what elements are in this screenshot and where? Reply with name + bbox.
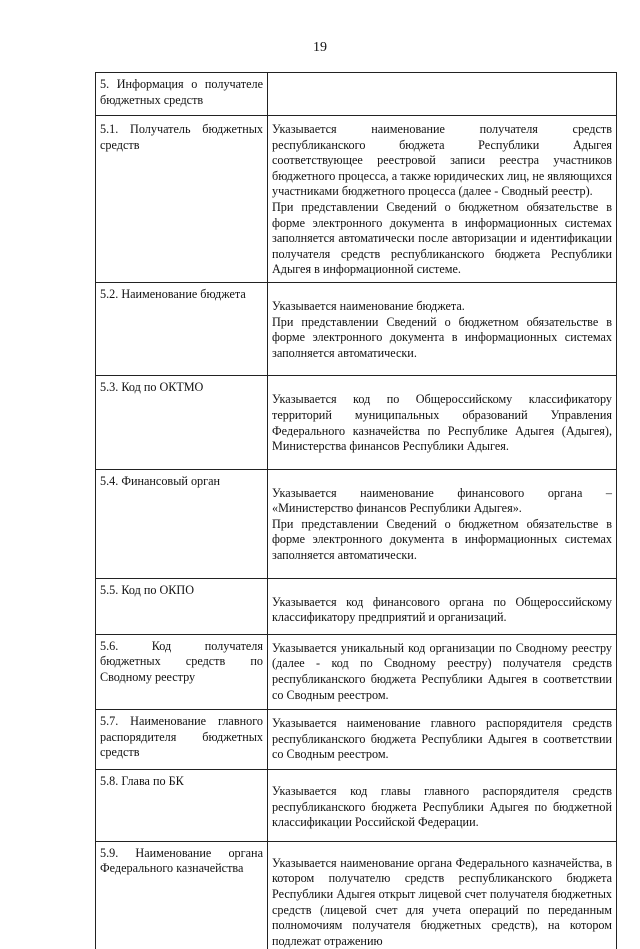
field-description-cell — [268, 770, 617, 842]
description-paragraph: При представлении Сведений о бюджетном обязательстве в форме электронного документа в информационных системах заполняется автоматически после авторизации и идентификации получателя средств республиканского бюджета Республики Адыгея в информационной системе. — [272, 199, 612, 277]
field-description-cell — [268, 469, 617, 578]
instructions-table — [95, 72, 617, 949]
description-paragraph: Указывается наименование главного распорядителя средств республиканского бюджета Республики Адыгея в соответствии со Сводным реестром. — [272, 716, 612, 762]
table-row — [96, 578, 617, 634]
field-label-cell: 5.8. Глава по БК — [96, 770, 268, 842]
description-paragraph: Указывается наименование финансового органа – «Министерство финансов Республики Адыгея». — [272, 485, 612, 516]
description-paragraph: Указывается наименование бюджета. — [272, 298, 465, 313]
description-paragraph: Указывается код по Общероссийскому классификатору территорий муниципальных образований Управления Федерального казначейства по Республике Адыгея (Адыгея), Министерства финансов Республики Адыгея. — [272, 392, 612, 454]
field-description-cell — [268, 710, 617, 770]
field-description-cell — [268, 578, 617, 634]
field-description-cell — [268, 376, 617, 469]
page-number: 19 — [313, 40, 327, 55]
table-row-section-5 — [96, 73, 617, 116]
field-label-cell: 5.3. Код по ОКТМО — [96, 376, 268, 469]
field-label-cell: 5.2. Наименование бюджета — [96, 282, 268, 375]
table-row — [96, 469, 617, 578]
description-paragraph: При представлении Сведений о бюджетном обязательстве в форме электронного документа в информационных системах заполняется автоматически. — [272, 516, 612, 563]
field-label-cell: 5.6. Код получателя бюджетных средств по Сводному реестру — [96, 634, 268, 709]
field-description-cell — [268, 116, 617, 283]
table-row — [96, 634, 617, 709]
section-heading-cell: 5. Информация о получателе бюджетных средств — [96, 73, 268, 116]
field-label-cell: 5.9. Наименование органа Федерального казначейства — [96, 841, 268, 949]
table-row — [96, 376, 617, 469]
description-paragraph: При представлении Сведений о бюджетном обязательстве в форме электронного документа в информационных системах заполняется автоматически. — [272, 314, 612, 360]
table-row — [96, 282, 617, 375]
table-row — [96, 116, 617, 283]
field-label-cell: 5.1. Получатель бюджетных средств — [96, 116, 268, 283]
field-label-cell: 5.7. Наименование главного распорядителя бюджетных средств — [96, 710, 268, 770]
table-row — [96, 710, 617, 770]
field-label-cell: 5.5. Код по ОКПО — [96, 578, 268, 634]
field-description-cell — [268, 282, 617, 375]
field-description-cell — [268, 841, 617, 949]
table-row — [96, 841, 617, 949]
table-row — [96, 770, 617, 842]
field-description-cell — [268, 634, 617, 709]
description-paragraph: Указывается код главы главного распорядителя средств республиканского бюджета Республики Адыгея по бюджетной классификации Российской Федерации. — [272, 784, 612, 830]
section-heading-empty-cell — [268, 73, 617, 116]
description-paragraph: Указывается наименование получателя средств республиканского бюджета Республики Адыгея соответствующее реестровой записи реестра участников бюджетного процесса, а также юридических лиц, не являющихся участниками бюджетного процесса (далее - Сводный реестр). — [272, 122, 612, 199]
field-label-cell: 5.4. Финансовый орган — [96, 469, 268, 578]
description-paragraph: Указывается уникальный код организации по Сводному реестру (далее - код по Сводному реестру) получателя средств республиканского бюджета Республики Адыгея в соответствии со Сводным реестром. — [272, 640, 612, 702]
description-paragraph: Указывается код финансового органа по Общероссийскому классификатору предприятий и организаций. — [272, 594, 612, 625]
description-paragraph: Указывается наименование органа Федерального казначейства, в котором получателю средств республиканского бюджета Республики Адыгея открыт лицевой счет получателя бюджетных средств (лицевой счет для учета операций по переданным полномочиям получателя бюджетных средств), на котором подлежат отражению — [272, 855, 612, 948]
